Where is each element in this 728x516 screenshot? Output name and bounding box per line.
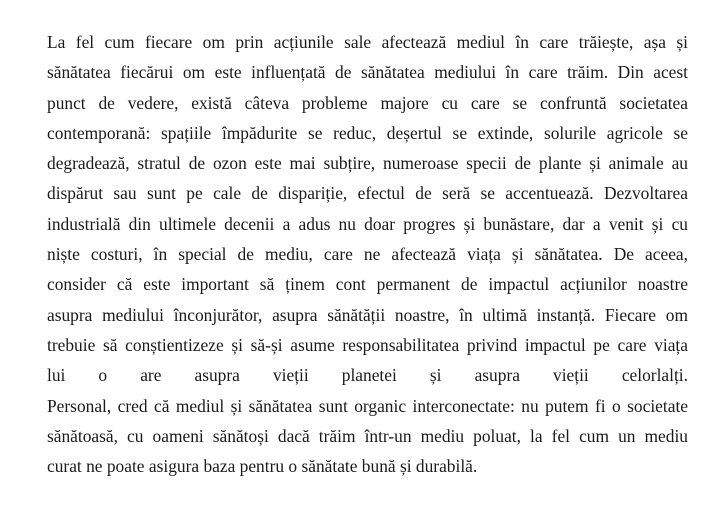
paragraph-line: punct de vedere, există câteva probleme majore cu care se confruntă societatea	[47, 92, 688, 113]
paragraph-line: dispărut sau sunt pe cale de dispariție, efectul de seră se accentuează. Dezvoltarea	[47, 183, 688, 204]
body-paragraph	[47, 27, 688, 481]
paragraph-line: consider că este important să ținem cont permanent de impactul acțiunilor noastre	[47, 274, 688, 295]
paragraph-line: degradează, stratul de ozon este mai subțire, numeroase specii de plante și animale au	[47, 153, 688, 174]
paragraph-line: lui o are asupra vieții planetei și asupra vieții celorlalți.	[47, 365, 688, 386]
paragraph-line: sănătoasă, cu oameni sănătoși dacă trăim într-un mediu poluat, la fel cum un mediu	[47, 425, 688, 446]
paragraph-line: Personal, cred că mediul și sănătatea sunt organic interconectate: nu putem fi o societate	[47, 395, 688, 416]
paragraph-line: La fel cum fiecare om prin acțiunile sale afectează mediul în care trăiește, așa și	[47, 32, 688, 52]
paragraph-line: contemporană: spațiile împădurite se reduc, deșertul se extinde, solurile agricole se	[47, 122, 688, 143]
paragraph-line: sănătatea fiecărui om este influențată de sănătatea mediului în care trăim. Din acest	[47, 62, 688, 83]
paragraph-line: curat ne poate asigura baza pentru o sănătate bună și durabilă.	[47, 456, 478, 477]
paragraph-line: asupra mediului înconjurător, asupra sănătății noastre, în ultimă instanță. Fiecare om	[47, 304, 688, 325]
paragraph-line: niște costuri, în special de mediu, care ne afectează viața și sănătatea. De aceea,	[47, 244, 688, 265]
paragraph-line: industrială din ultimele decenii a adus nu doar progres și bunăstare, dar a venit și cu	[47, 213, 688, 234]
paragraph-line: trebuie să conștientizeze și să-și asume responsabilitatea privind impactul pe care viața	[47, 334, 688, 355]
